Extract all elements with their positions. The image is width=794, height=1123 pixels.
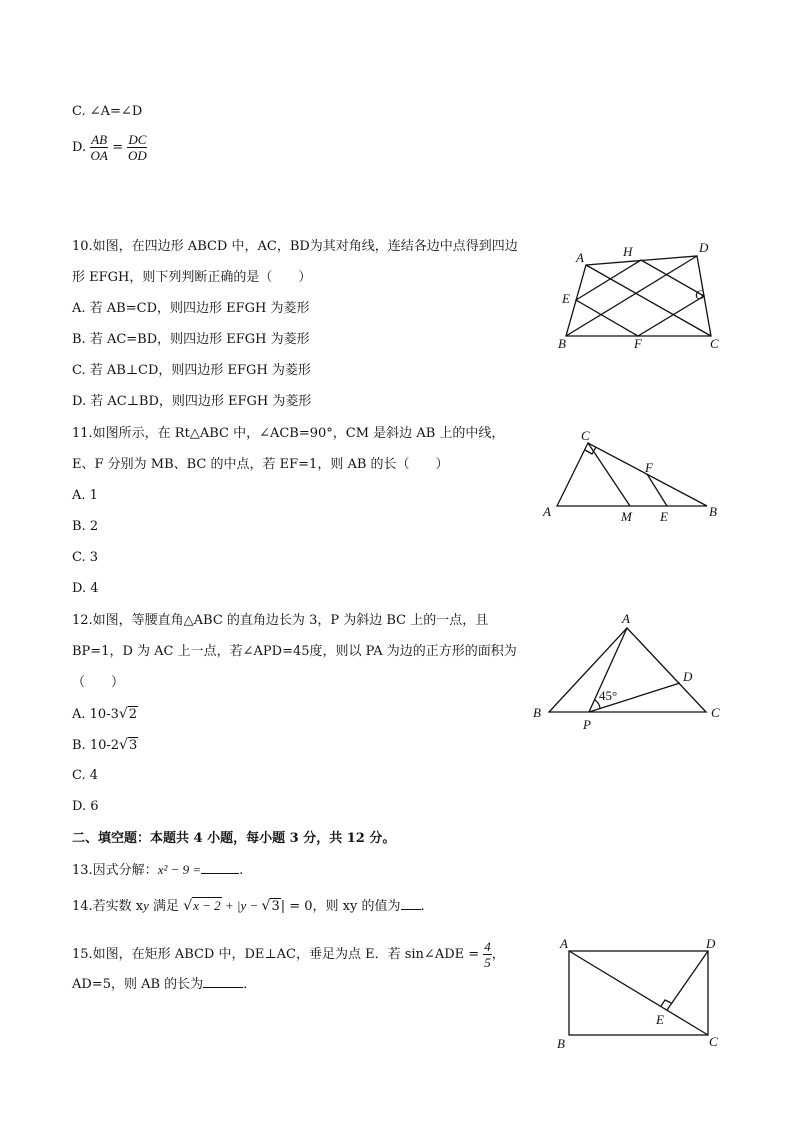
q15-frac-numerator: 4 xyxy=(484,939,491,954)
q15-stem-suffix: ， xyxy=(491,947,505,962)
q11-label-e: E xyxy=(660,509,668,524)
q14-mid2: + |y − xyxy=(221,898,262,913)
q12-label-b: B xyxy=(533,705,541,720)
q15-segment-de xyxy=(667,951,708,1010)
q12-option-b: B. 10-2√3 xyxy=(72,737,138,753)
q10-stem-line2: 形 EFGH，则下列判断正确的是（ ） xyxy=(72,270,312,285)
q11-option-c: C. 3 xyxy=(72,550,99,565)
q11-label-c: C xyxy=(581,428,590,443)
q10-label-c: C xyxy=(710,336,719,351)
q15-label-b: B xyxy=(557,1036,565,1051)
q11-label-a: A xyxy=(543,504,551,519)
q10-label-a: A xyxy=(576,250,584,265)
q11-stem-line2: E、F 分别为 MB、BC 的中点，若 EF=1，则 AB 的长（ ） xyxy=(72,457,449,472)
q10-label-b: B xyxy=(558,336,566,351)
q14-radicand-1: x − 2 xyxy=(193,898,221,913)
q12-label-c: C xyxy=(711,705,720,720)
q12-label-d: D xyxy=(683,669,693,684)
q11-label-b: B xyxy=(709,504,717,519)
q14-prefix: 14.若实数 x xyxy=(72,899,144,914)
q15-stem-prefix: 15.如图，在矩形 ABCD 中，DE⊥AC，垂足为点 E．若 sin∠ADE = xyxy=(72,947,484,962)
q10-option-a: A. 若 AB=CD，则四边形 EFGH 为菱形 xyxy=(72,301,310,316)
q12-option-b-radicand: 3 xyxy=(128,738,138,753)
q15-stem2-text: AD=5，则 AB 的长为 xyxy=(72,977,204,992)
q9-frac2-numerator: DC xyxy=(128,132,147,147)
q15-label-c: C xyxy=(709,1034,718,1049)
q12-label-p: P xyxy=(583,717,591,732)
section-2-title: 二、填空题：本题共 4 小题，每小题 3 分，共 12 分。 xyxy=(72,831,396,846)
q10-label-e: E xyxy=(562,291,570,306)
q10-label-d: D xyxy=(699,240,709,255)
q10-label-h: H xyxy=(623,244,633,259)
q15-label-e: E xyxy=(656,1012,664,1027)
q14-mid: 满足 xyxy=(148,899,184,914)
q12-option-b-prefix: B. 10-2 xyxy=(72,738,120,753)
q12-stem-line2: BP=1，D 为 AC 上一点，若∠APD=45度，则以 PA 为边的正方形的面积为 xyxy=(72,644,517,659)
q11-option-a: A. 1 xyxy=(72,488,98,503)
q15-label-a: A xyxy=(560,936,568,951)
q9-option-d-prefix: D. xyxy=(72,140,91,155)
q10-option-b: B. 若 AC=BD，则四边形 EFGH 为菱形 xyxy=(72,332,310,347)
q14-var-y: y xyxy=(143,898,149,913)
q13-suffix: . xyxy=(239,863,244,878)
q10-option-d: D. 若 AC⊥BD，则四边形 EFGH 为菱形 xyxy=(72,394,312,409)
q12-label-a: A xyxy=(622,611,630,626)
q11-label-f: F xyxy=(645,460,653,475)
q10-label-g: G xyxy=(695,287,705,302)
q9-equals: = xyxy=(112,140,124,155)
q12-option-c: C. 4 xyxy=(72,768,99,783)
q10-stem-line1: 10.如图，在四边形 ABCD 中，AC，BD为其对角线，连结各边中点得到四边 xyxy=(72,239,518,254)
q15-right-angle-mark xyxy=(661,1000,671,1006)
q15-label-d: D xyxy=(706,936,716,951)
q11-stem-line1: 11.如图所示，在 Rt△ABC 中，∠ACB=90°，CM 是斜边 AB 上的中线， xyxy=(72,426,505,441)
q12-stem-line3: （ ） xyxy=(72,675,125,690)
q11-label-m: M xyxy=(621,509,632,524)
q14-mid3: | = 0，则 xy 的值为 xyxy=(280,899,401,914)
q15-stem2-suffix: ． xyxy=(243,977,257,992)
q10-option-c: C. 若 AB⊥CD，则四边形 EFGH 为菱形 xyxy=(72,363,311,378)
q12-label-angle: 45° xyxy=(599,688,618,703)
q12-option-a: A. 10-3√2 xyxy=(72,706,138,722)
q11-option-d: D. 4 xyxy=(72,581,99,596)
q14-stem: 14.若实数 xy 满足 √x − 2 + |y − √3| = 0，则 xy 的值为 . xyxy=(72,898,425,914)
q13-expression: x² − 9 = xyxy=(157,862,202,877)
q13-prefix: 13.因式分解： xyxy=(72,863,158,878)
q15-frac-denominator: 5 xyxy=(484,955,491,970)
q14-radicand-2: 3 xyxy=(271,899,280,914)
q9-option-c: C. ∠A=∠D xyxy=(72,104,143,119)
q12-option-a-radicand: 2 xyxy=(128,707,138,722)
q10-label-f: F xyxy=(634,336,642,351)
q14-suffix: . xyxy=(420,899,425,914)
q12-option-d: D. 6 xyxy=(72,799,99,814)
q9-frac1-denominator: OA xyxy=(90,148,108,163)
q9-frac2-denominator: OD xyxy=(127,148,147,163)
q12-stem-line1: 12.如图，等腰直角△ABC 的直角边长为 3，P 为斜边 BC 上的一点，且 xyxy=(72,613,489,628)
q11-option-b: B. 2 xyxy=(72,519,99,534)
q12-option-a-prefix: A. 10-3 xyxy=(72,707,119,722)
q9-frac1-numerator: AB xyxy=(91,132,108,147)
q15-diagonal-ac xyxy=(569,951,708,1035)
